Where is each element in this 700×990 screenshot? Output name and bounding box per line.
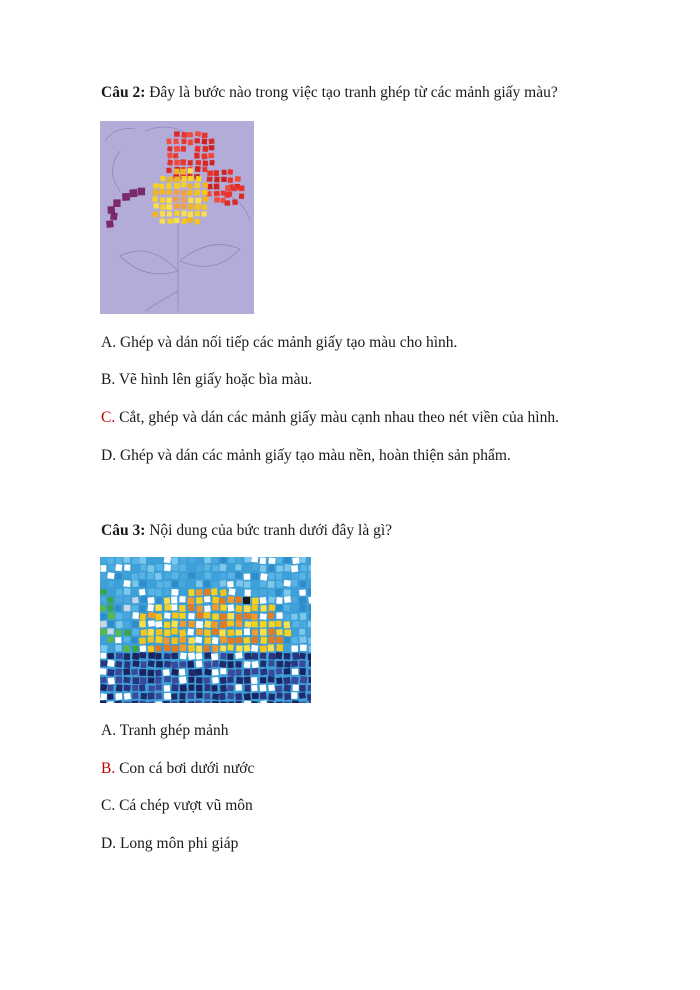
q3-option-a-text: Tranh ghép mảnh bbox=[119, 722, 229, 739]
q2-option-d[interactable] bbox=[101, 447, 511, 465]
question-3-text: Nội dung của bức tranh dưới đây là gì? bbox=[149, 522, 393, 539]
q3-option-a-letter: A. bbox=[101, 722, 117, 739]
q2-option-b-text: Vẽ hình lên giấy hoặc bìa màu. bbox=[118, 371, 313, 388]
flower-mosaic-image bbox=[100, 121, 254, 314]
q3-option-b-letter: B. bbox=[101, 760, 116, 777]
q3-option-c-text: Cá chép vượt vũ môn bbox=[119, 797, 253, 814]
q3-option-d[interactable] bbox=[101, 835, 238, 853]
fish-mosaic-image bbox=[100, 557, 311, 703]
question-3-prompt bbox=[101, 522, 392, 540]
q2-option-a-letter: A. bbox=[101, 334, 117, 351]
q3-option-a[interactable] bbox=[101, 722, 228, 740]
q2-option-a[interactable] bbox=[101, 334, 457, 352]
q3-option-d-text: Long môn phi giáp bbox=[119, 835, 239, 852]
q3-option-c-letter: C. bbox=[101, 797, 116, 814]
q2-option-b-letter: B. bbox=[101, 371, 116, 388]
q3-option-b[interactable] bbox=[101, 760, 254, 778]
q2-option-c-letter: C. bbox=[101, 409, 116, 426]
question-2-label: Câu 2: bbox=[101, 84, 146, 101]
q3-option-d-letter: D. bbox=[101, 835, 117, 852]
question-3-label: Câu 3: bbox=[101, 522, 146, 539]
q2-option-d-text: Ghép và dán các mảnh giấy tạo màu nền, hoàn thiện sản phẩm. bbox=[119, 447, 511, 464]
q2-option-c[interactable] bbox=[101, 409, 559, 427]
question-2-prompt bbox=[101, 84, 558, 102]
question-2-text: Đây là bước nào trong việc tạo tranh ghép từ các mảnh giấy màu? bbox=[149, 84, 558, 101]
q2-option-c-text: Cắt, ghép và dán các mảnh giấy màu cạnh nhau theo nét viền của hình. bbox=[119, 409, 559, 426]
q2-option-d-letter: D. bbox=[101, 447, 117, 464]
q2-option-a-text: Ghép và dán nối tiếp các mảnh giấy tạo màu cho hình. bbox=[119, 334, 458, 351]
q3-option-c[interactable] bbox=[101, 797, 253, 815]
q3-option-b-text: Con cá bơi dưới nước bbox=[119, 760, 255, 777]
q2-option-b[interactable] bbox=[101, 371, 312, 389]
